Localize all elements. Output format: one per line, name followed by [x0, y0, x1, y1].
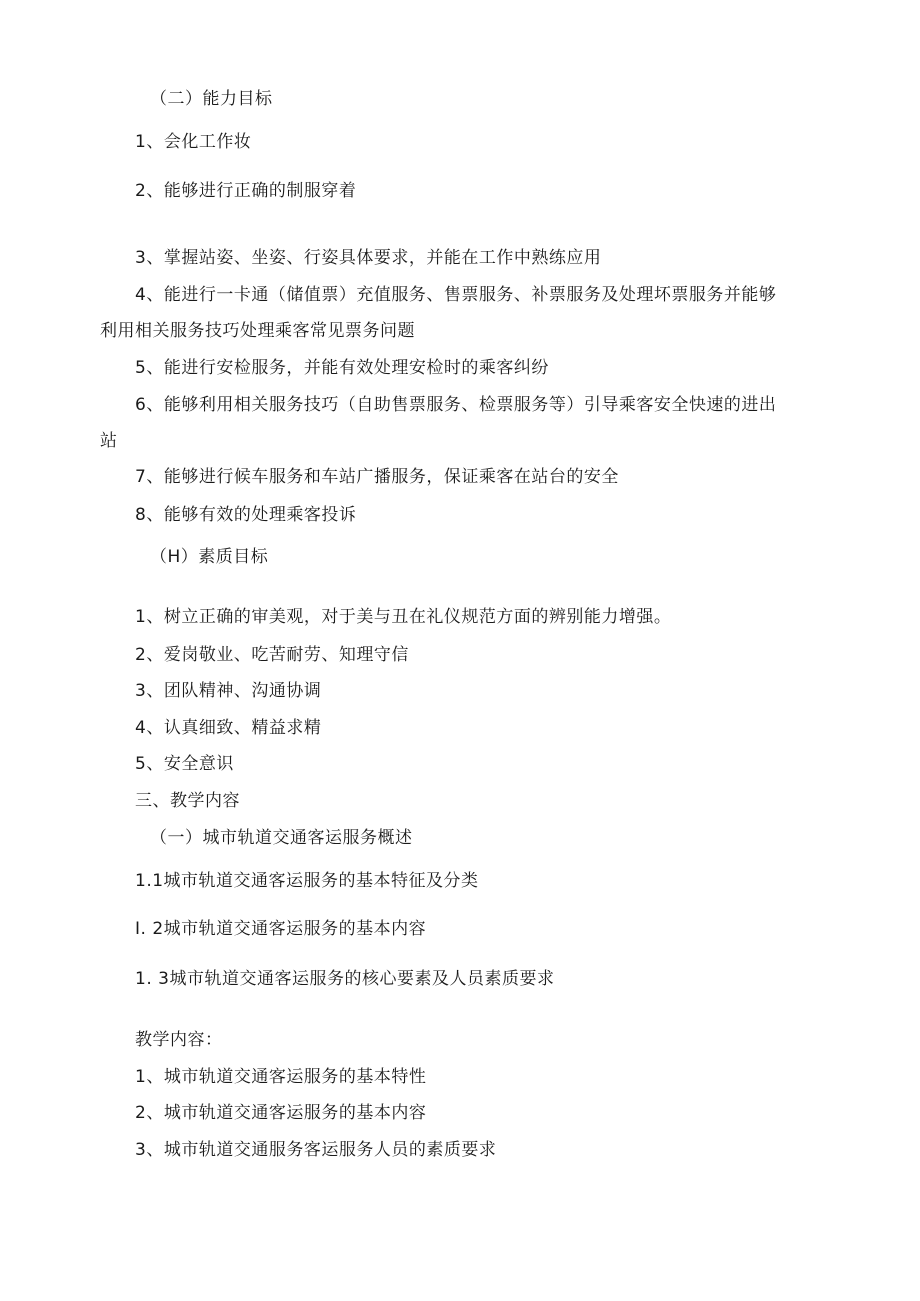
quality-item: 2、爱岗敬业、吃苦耐劳、知理守信: [135, 645, 409, 665]
quality-item: 5、安全意识: [135, 754, 234, 774]
sub-item: 1.1城市轨道交通客运服务的基本特征及分类: [135, 871, 479, 891]
ability-item-continuation: 站: [100, 431, 118, 451]
teaching-label: 教学内容：: [135, 1030, 223, 1050]
ability-item-continuation: 利用相关服务技巧处理乘客常见票务问题: [100, 321, 415, 341]
quality-item: 4、认真细致、精益求精: [135, 718, 322, 738]
section-heading: 三、教学内容: [135, 791, 240, 811]
ability-item: 6、能够利用相关服务技巧（自助售票服务、检票服务等）引导乘客安全快速的进出: [135, 395, 777, 415]
teaching-item: 3、城市轨道交通服务客运服务人员的素质要求: [135, 1140, 497, 1160]
quality-item: 3、团队精神、沟通协调: [135, 681, 322, 701]
ability-item: 8、能够有效的处理乘客投诉: [135, 505, 357, 525]
ability-item: 5、能进行安检服务，并能有效处理安检时的乘客纠纷: [135, 358, 549, 378]
ability-item: 1、会化工作妆: [135, 132, 252, 152]
teaching-item: 1、城市轨道交通客运服务的基本特性: [135, 1067, 427, 1087]
ability-item: 2、能够进行正确的制服穿着: [135, 181, 357, 201]
ability-item: 3、掌握站姿、坐姿、行姿具体要求，并能在工作中熟练应用: [135, 248, 602, 268]
quality-item: 1、树立正确的审美观，对于美与丑在礼仪规范方面的辨别能力增强。: [135, 607, 672, 627]
teaching-item: 2、城市轨道交通客运服务的基本内容: [135, 1103, 427, 1123]
quality-heading: （H）素质目标: [150, 547, 269, 567]
ability-item: 7、能够进行候车服务和车站广播服务，保证乘客在站台的安全: [135, 467, 619, 487]
ability-heading: （二）能力目标: [150, 89, 273, 109]
sub-heading: （一）城市轨道交通客运服务概述: [150, 828, 413, 848]
sub-item: I. 2城市轨道交通客运服务的基本内容: [135, 919, 427, 939]
ability-item: 4、能进行一卡通（储值票）充值服务、售票服务、补票服务及处理坏票服务并能够: [135, 285, 777, 305]
sub-item: 1. 3城市轨道交通客运服务的核心要素及人员素质要求: [135, 969, 555, 989]
